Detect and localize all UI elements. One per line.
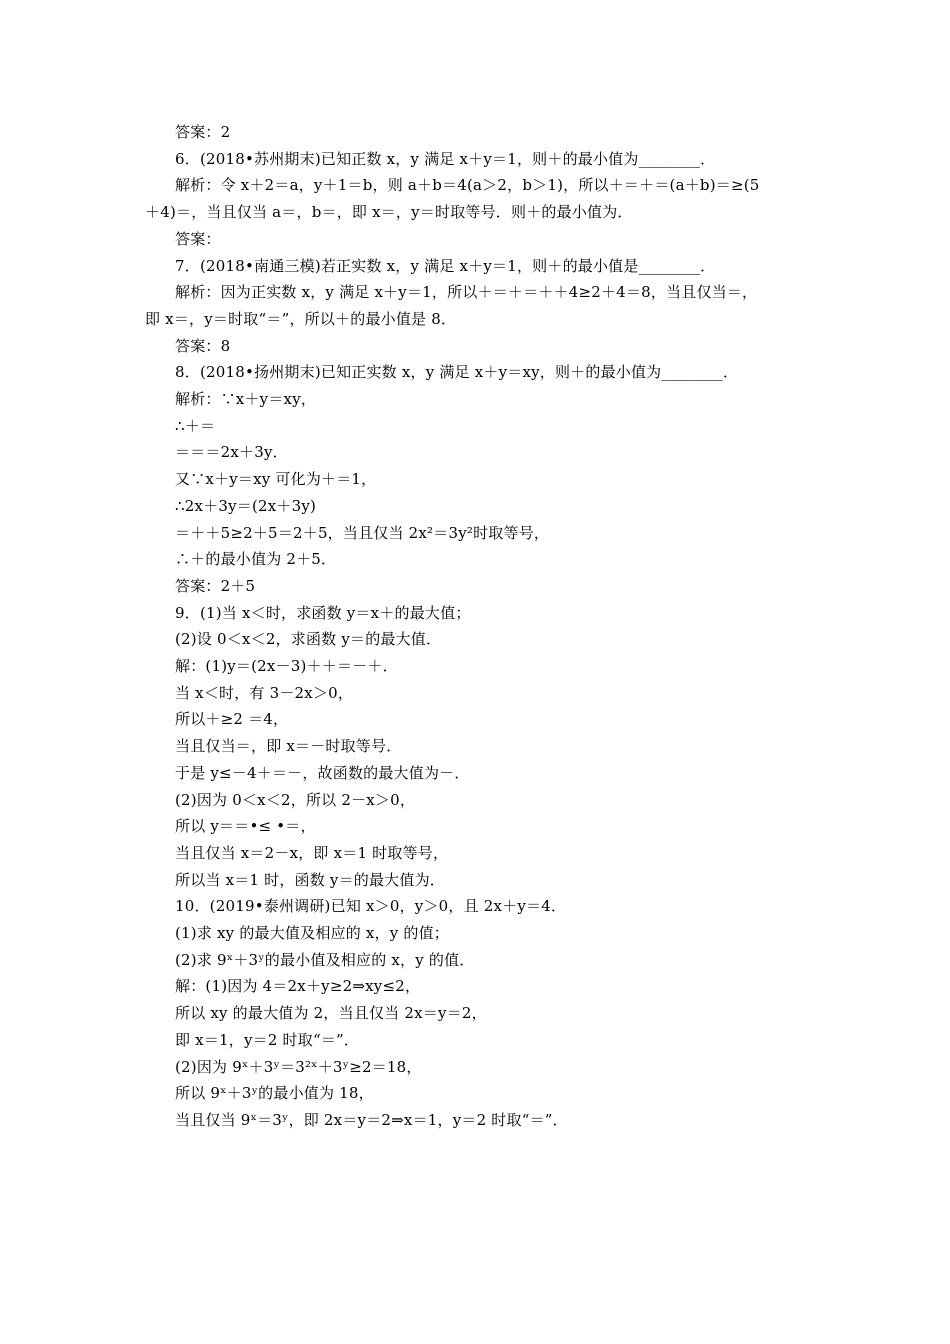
text-line: 9．(1)当 x＜时，求函数 y＝x＋的最大值； <box>175 603 471 622</box>
text-line: ∴2x＋3y＝(2x＋3y) <box>175 496 317 515</box>
text-line: ＋4)＝，当且仅当 a＝，b＝，即 x＝，y＝时取等号．则＋的最小值为． <box>145 203 633 222</box>
text-line: 答案：2＋5 <box>175 576 256 595</box>
text-line: 当且仅当＝，即 x＝－时取等号． <box>175 737 402 756</box>
text-line: 答案： <box>175 229 221 248</box>
text-line: 即 x＝，y＝时取“＝”，所以＋的最小值是 8． <box>145 309 457 328</box>
text-line: 所以 9ˣ＋3ʸ的最小值为 18， <box>175 1084 374 1103</box>
text-line: 所以＋≥2 ＝4， <box>175 710 289 729</box>
text-line: 于是 y≤－4＋＝－，故函数的最大值为－． <box>175 763 470 782</box>
text-line: 当且仅当 9ˣ＝3ʸ，即 2x＝y＝2⇒x＝1，y＝2 时取“＝”． <box>175 1110 568 1129</box>
text-line: 7．(2018•南通三模)若正实数 x，y 满足 x＋y＝1，则＋的最小值是________． <box>175 256 716 275</box>
text-line: 8．(2018•扬州期末)已知正实数 x，y 满足 x＋y＝xy，则＋的最小值为________． <box>175 363 739 382</box>
text-line: ∴＋的最小值为 2＋5． <box>175 550 337 569</box>
text-line: (2)因为 0＜x＜2，所以 2－x＞0， <box>175 790 416 809</box>
text-line: 当且仅当 x＝2－x，即 x＝1 时取等号， <box>175 843 449 862</box>
text-line: 即 x＝1，y＝2 时取“＝”． <box>175 1030 360 1049</box>
text-line: 解：(1)y＝(2x－3)＋＋＝－＋． <box>175 657 398 675</box>
text-line: 10．(2019•泰州调研)已知 x＞0，y＞0，且 2x＋y＝4． <box>175 897 567 916</box>
text-line: (2)求 9ˣ＋3ʸ的最小值及相应的 x，y 的值． <box>175 950 475 969</box>
text-line: (1)求 xy 的最大值及相应的 x，y 的值； <box>175 924 449 942</box>
text-line: 又∵x＋y＝xy 可化为＋＝1， <box>175 470 377 489</box>
text-line: 所以当 x＝1 时，函数 y＝的最大值为． <box>175 870 445 889</box>
text-line: 6．(2018•苏州期末)已知正数 x，y 满足 x＋y＝1，则＋的最小值为________． <box>175 149 716 168</box>
text-line: 答案：8 <box>175 336 231 355</box>
text-line: ＝＝＝2x＋3y． <box>175 443 288 462</box>
text-line: ＝＋＋5≥2＋5＝2＋5，当且仅当 2x²＝3y²时取等号， <box>175 523 550 542</box>
text-line: (2)因为 9ˣ＋3ʸ＝3²ˣ＋3ʸ≥2＝18， <box>175 1057 422 1076</box>
text-line: 当 x＜时，有 3－2x＞0， <box>175 683 354 702</box>
text-line: 解析：因为正实数 x，y 满足 x＋y＝1，所以＋＝＋＝＋＋4≥2＋4＝8，当且仅当＝， <box>175 283 758 302</box>
text-line: 解析：∵x＋y＝xy， <box>175 390 317 408</box>
text-line: 所以 y＝＝•≤ •＝， <box>175 817 316 836</box>
text-line: (2)设 0＜x＜2，求函数 y＝的最大值． <box>175 630 442 649</box>
text-line: ∴＋＝ <box>175 416 216 435</box>
text-line: 解析：令 x＋2＝a，y＋1＝b，则 a＋b＝4(a＞2，b＞1)，所以＋＝＋＝(a＋b)＝≥(5 <box>175 176 760 195</box>
text-line: 所以 xy 的最大值为 2，当且仅当 2x＝y＝2， <box>175 1004 487 1023</box>
text-line: 解：(1)因为 4＝2x＋y≥2⇒xy≤2， <box>175 977 421 996</box>
text-line: 答案：2 <box>175 123 231 141</box>
